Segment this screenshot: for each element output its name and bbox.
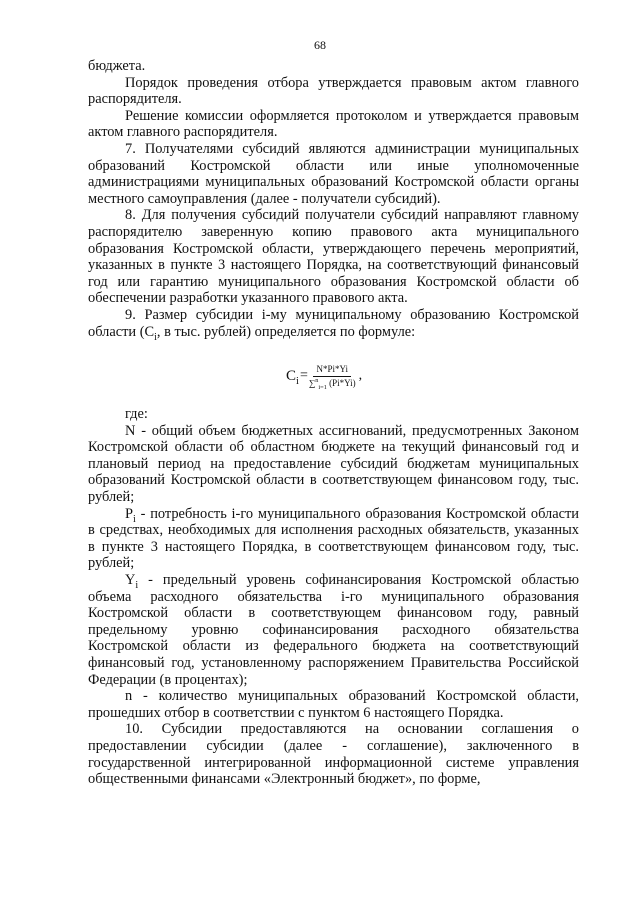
paragraph-item-8: 8. Для получения субсидий получатели субсидий направляют главному распорядителю заверенную копию правового акта муниципального образования Костромской области, утверждающего перечень мероприятий, указанных в пункте 3 настоящего Порядка, на соответствующий финансовый год или гарантию муниципального образования Костромской области об обеспечении разработки указанного правового акта. [88,207,579,307]
paragraph-item-7: 7. Получателями субсидий являются администрации муниципальных образований Костромской области или иные уполномоченные администрациями муниципальных образований Костромской области органы местного самоуправления (далее - получатели субсидий). [88,140,579,207]
definition-y-cofinancing: $Y_i$ - предельный уровень софинансирования Костромской областью объема расходного обязательства i-го муниципального образования Костромской области в соответствующем финансовом году, равный предельному уровню софинансирования расходного обязательства Костромской области из федерального бюджета на соответствующий финансовый год, установленному распоряжением Правительства Российской Федерации (в процентах); [88,572,579,688]
item-9-text-end: , в тыс. рублей) определяется по формуле: [156,323,416,340]
formula-lhs: $C_i$ [286,368,299,388]
page-number: 68 [314,38,326,52]
document-body [88,58,579,788]
where-label: где: [125,406,148,423]
item-9-sub: i [154,331,157,343]
definition-n-total: N - общий объем бюджетных ассигнований, предусмотренных Законом Костромской области об областном бюджете на текущий финансовый год и плановый период на предоставление субсидий бюджетам муниципальных образований Костромской области в соответствующем финансовом году, тыс. рублей; [88,422,579,506]
formula-numerator: N*Pi*Yi [313,364,351,377]
formula-equals: = [299,368,308,384]
definition-n-count: n - количество муниципальных образований Костромской области, прошедших отбор в соответствии с пунктом 6 настоящего Порядка. [88,688,579,721]
subsidy-formula [88,340,579,406]
definition-p-need: $P_i$ - потребность i-го муниципального образования Костромской области в средствах, необходимых для исполнения расходных обязательств, указанных в пункте 3 настоящего Порядка, в соответствующем финансовом году, тыс. рублей; [88,505,579,572]
formula-fraction [309,364,356,389]
paragraph-item-9 [88,306,579,343]
paragraph-commission-decision: Решение комиссии оформляется протоколом и утверждается правовым актом главного распорядителя. [88,107,579,141]
formula-comma: , [358,368,363,384]
item-9-text: 9. Размер субсидии i-му муниципальному образованию Костромской области (C [88,306,579,340]
paragraph-selection-procedure: Порядок проведения отбора утверждается правовым актом главного распорядителя. [88,74,579,108]
formula-denominator: ∑$^n_{i=1}$ (Pi*Yi) [308,377,356,391]
paragraph-item-10: 10. Субсидии предоставляются на основании соглашения о предоставлении субсидии (далее - соглашение), заключенного в государственной интегрированной информационной системе управления общественными финансами «Электронный бюджет», по форме, [88,721,579,788]
paragraph-budget-end: бюджета. [88,58,146,74]
